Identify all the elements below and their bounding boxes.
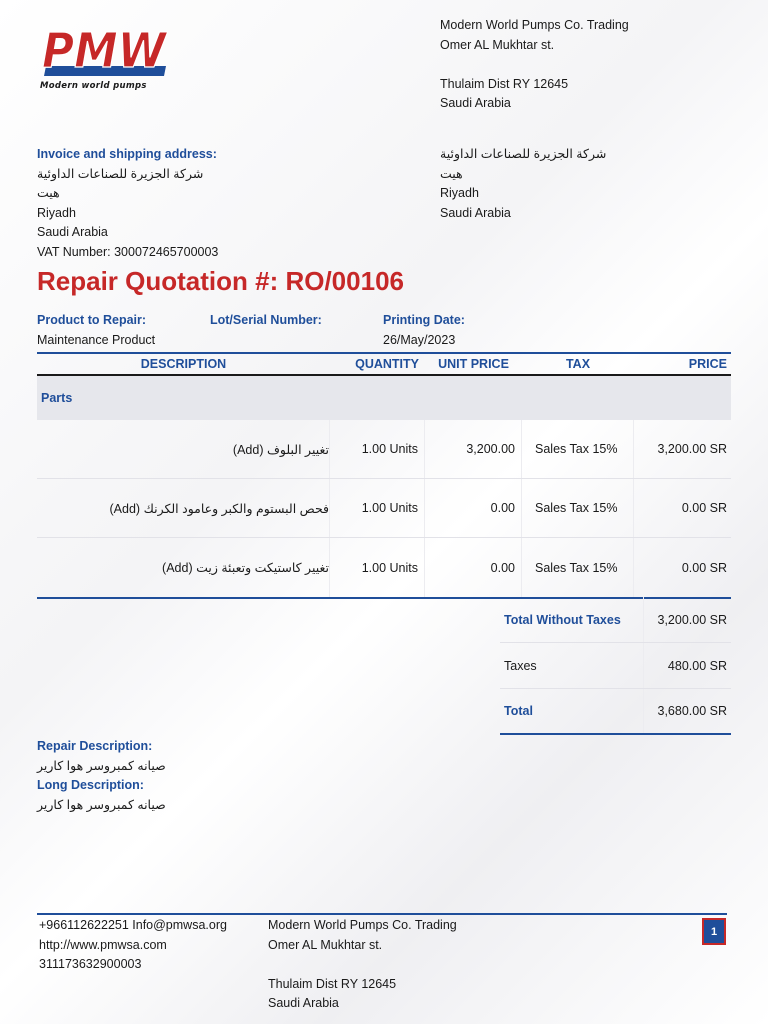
total-without-taxes-value: 3,200.00 SR bbox=[657, 612, 727, 627]
company-address-line: Saudi Arabia bbox=[440, 96, 511, 110]
total-without-taxes-row bbox=[500, 597, 731, 643]
printing-date-value: 26/May/2023 bbox=[383, 332, 456, 347]
printing-date-label: Printing Date: bbox=[383, 313, 465, 327]
product-value: Maintenance Product bbox=[37, 332, 156, 347]
header-price: PRICE bbox=[688, 357, 727, 371]
total-row bbox=[500, 689, 731, 735]
total-label: Total bbox=[500, 689, 644, 733]
footer-address-line: Modern World Pumps Co. Trading bbox=[268, 918, 457, 932]
row-quantity: 1.00 Units bbox=[330, 420, 425, 478]
header-tax: TAX bbox=[565, 357, 591, 371]
row-description: (Add) تغيير كاستيكت وتعبئة زيت bbox=[37, 538, 330, 597]
logo-graphic bbox=[38, 20, 170, 82]
footer-contact-line: +966112622251 Info@pmwsa.org bbox=[39, 918, 227, 932]
shipping-address-line: Saudi Arabia bbox=[37, 225, 108, 239]
taxes-value: 480.00 SR bbox=[667, 658, 727, 673]
table-row bbox=[37, 420, 731, 479]
long-description-value: صيانه كمبروسر هوا كارير bbox=[37, 797, 166, 812]
vat-number: VAT Number: 300072465700003 bbox=[37, 244, 219, 259]
row-price: 3,200.00 SR bbox=[657, 442, 727, 456]
row-tax: Sales Tax 15% bbox=[522, 420, 634, 478]
customer-address bbox=[440, 145, 606, 223]
company-address-line bbox=[440, 55, 629, 75]
page-number-badge: 1 bbox=[702, 918, 726, 945]
logo-tagline: Modern world pumps bbox=[40, 81, 147, 91]
items-table bbox=[37, 352, 731, 599]
shipping-address-line: هيت bbox=[37, 186, 60, 200]
header-description: DESCRIPTION bbox=[140, 357, 227, 371]
info-product bbox=[37, 311, 155, 350]
product-label: Product to Repair: bbox=[37, 313, 147, 327]
footer-address-line: Omer AL Mukhtar st. bbox=[268, 937, 383, 952]
taxes-row bbox=[500, 643, 731, 689]
footer-contact bbox=[39, 916, 227, 975]
footer-website-link[interactable]: http://www.pmwsa.com bbox=[39, 937, 167, 952]
row-unit-price: 0.00 bbox=[425, 538, 522, 597]
total-without-taxes-label: Total Without Taxes bbox=[500, 597, 644, 642]
footer-contact-line: 311173632900003 bbox=[39, 957, 142, 971]
row-description: (Add) فحص البستوم والكبر وعامود الكرنك bbox=[37, 479, 330, 537]
row-tax: Sales Tax 15% bbox=[522, 538, 634, 597]
row-description: (Add) تغيير البلوف bbox=[37, 420, 330, 478]
company-logo bbox=[38, 20, 170, 94]
table-header bbox=[37, 352, 731, 376]
row-tax: Sales Tax 15% bbox=[522, 479, 634, 537]
shipping-address-label: Invoice and shipping address: bbox=[37, 147, 217, 161]
row-price: 0.00 SR bbox=[681, 501, 727, 515]
company-address-line: Modern World Pumps Co. Trading bbox=[440, 18, 629, 32]
shipping-address bbox=[37, 145, 218, 262]
repair-description-label: Repair Description: bbox=[37, 739, 153, 753]
table-row bbox=[37, 479, 731, 538]
customer-address-line: Saudi Arabia bbox=[440, 205, 511, 220]
row-quantity: 1.00 Units bbox=[330, 479, 425, 537]
info-lot bbox=[210, 311, 322, 331]
customer-address-line: Riyadh bbox=[440, 186, 479, 200]
footer-address-line: Saudi Arabia bbox=[268, 996, 339, 1010]
footer-address-line: Thulaim Dist RY 12645 bbox=[268, 976, 397, 991]
lot-label: Lot/Serial Number: bbox=[210, 313, 322, 327]
total-value: 3,680.00 SR bbox=[657, 704, 727, 718]
repair-description-value: صيانه كمبروسر هوا كارير bbox=[37, 758, 166, 773]
row-unit-price: 3,200.00 bbox=[425, 420, 522, 478]
section-parts: Parts bbox=[37, 376, 731, 420]
company-address-line: Omer AL Mukhtar st. bbox=[440, 37, 555, 52]
taxes-label: Taxes bbox=[500, 643, 644, 688]
long-description-label: Long Description: bbox=[37, 778, 144, 792]
footer-address bbox=[268, 916, 457, 1014]
company-address bbox=[440, 16, 629, 114]
shipping-address-line: شركة الجزيرة للصناعات الداوئية bbox=[37, 166, 204, 181]
customer-address-line: شركة الجزيرة للصناعات الداوئية bbox=[440, 147, 607, 161]
company-address-line: Thulaim Dist RY 12645 bbox=[440, 76, 569, 91]
table-row bbox=[37, 538, 731, 597]
document-title: Repair Quotation #: RO/00106 bbox=[37, 266, 404, 296]
row-price: 0.00 SR bbox=[681, 560, 727, 575]
svg-text:PMW: PMW bbox=[42, 23, 168, 79]
footer-address-line bbox=[268, 955, 457, 975]
descriptions-block bbox=[37, 737, 166, 815]
info-date bbox=[383, 311, 465, 350]
row-quantity: 1.00 Units bbox=[330, 538, 425, 597]
footer-rule bbox=[37, 913, 727, 915]
totals-table bbox=[500, 597, 731, 735]
row-unit-price: 0.00 bbox=[425, 479, 522, 537]
header-unit-price: UNIT PRICE bbox=[438, 357, 509, 371]
customer-address-line: هيت bbox=[440, 166, 463, 181]
header-quantity: QUANTITY bbox=[355, 357, 419, 371]
shipping-address-line: Riyadh bbox=[37, 205, 76, 220]
